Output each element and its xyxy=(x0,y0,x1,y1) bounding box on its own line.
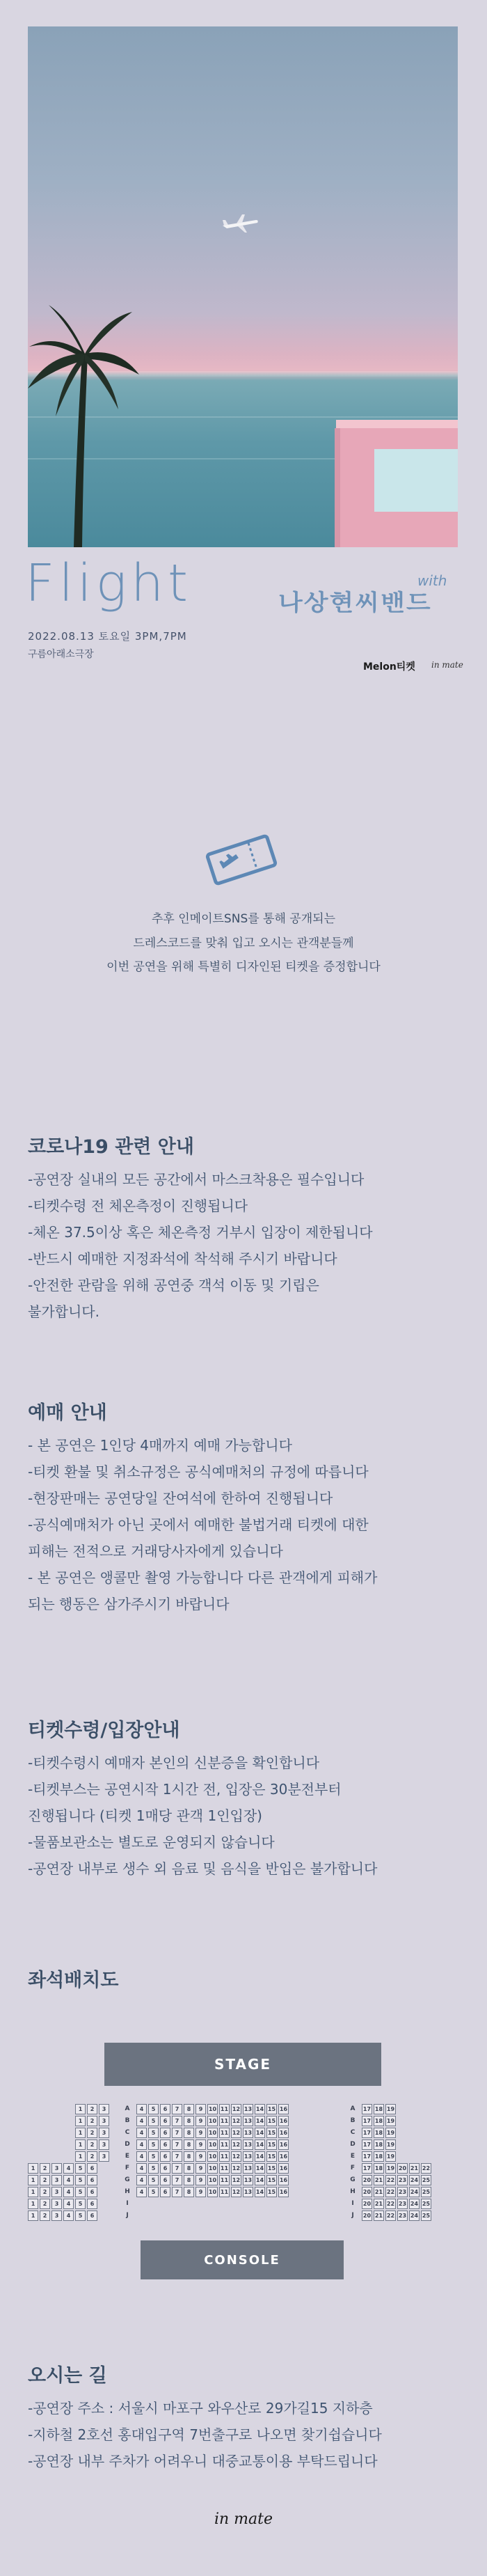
inmate-logo: in mate xyxy=(431,660,463,670)
seat[interactable]: 15 xyxy=(266,2187,277,2197)
seat[interactable]: 8 xyxy=(184,2139,194,2150)
seat[interactable]: 11 xyxy=(219,2116,230,2126)
seat[interactable]: 18 xyxy=(374,2151,384,2162)
seat[interactable]: 6 xyxy=(160,2116,170,2126)
seat[interactable]: 10 xyxy=(207,2187,218,2197)
covid-line: 불가합니다. xyxy=(28,1303,99,1320)
seat[interactable]: 6 xyxy=(87,2163,97,2174)
seat[interactable]: 4 xyxy=(136,2175,147,2185)
seat[interactable]: 22 xyxy=(421,2163,431,2174)
seat[interactable]: 13 xyxy=(243,2116,253,2126)
row-label: H xyxy=(125,2188,130,2195)
stage-block: STAGE xyxy=(104,2043,381,2086)
row-label: G xyxy=(350,2176,356,2183)
row-label: F xyxy=(350,2165,356,2171)
booking-line: - 본 공연은 앵콜만 촬영 가능합니다 다른 관객에게 피해가 xyxy=(28,1569,378,1586)
seat[interactable]: 15 xyxy=(266,2175,277,2185)
seat[interactable]: 10 xyxy=(207,2151,218,2162)
seat[interactable]: 2 xyxy=(40,2175,50,2185)
seat[interactable]: 7 xyxy=(172,2175,182,2185)
seat[interactable]: 1 xyxy=(75,2104,86,2114)
seat[interactable]: 6 xyxy=(160,2163,170,2174)
seat[interactable]: 23 xyxy=(397,2187,408,2197)
with-label: with xyxy=(417,572,447,589)
seat[interactable]: 17 xyxy=(362,2139,372,2150)
seat[interactable]: 14 xyxy=(255,2104,265,2114)
melon-ticket-logo: Melon티켓 xyxy=(363,661,415,673)
booking-line: -공식예매처가 아닌 곳에서 예매한 불법거래 티켓에 대한 xyxy=(28,1516,369,1533)
seat[interactable]: 8 xyxy=(184,2187,194,2197)
seat[interactable]: 6 xyxy=(160,2128,170,2138)
seat[interactable]: 5 xyxy=(75,2210,86,2221)
seat[interactable]: 2 xyxy=(87,2104,97,2114)
seat[interactable]: 10 xyxy=(207,2104,218,2114)
entry-line: 진행됩니다 (티켓 1매당 관객 1인입장) xyxy=(28,1807,262,1824)
seat[interactable]: 4 xyxy=(63,2175,74,2185)
seat[interactable]: 8 xyxy=(184,2151,194,2162)
seat[interactable]: 1 xyxy=(28,2187,38,2197)
seat[interactable]: 1 xyxy=(28,2175,38,2185)
seat[interactable]: 11 xyxy=(219,2163,230,2174)
seat[interactable]: 16 xyxy=(278,2104,289,2114)
covid-line: -안전한 관람을 위해 공연중 객석 이동 및 기립은 xyxy=(28,1277,319,1294)
seat[interactable]: 18 xyxy=(374,2163,384,2174)
seat[interactable]: 6 xyxy=(160,2187,170,2197)
seat[interactable]: 4 xyxy=(136,2139,147,2150)
seat[interactable]: 11 xyxy=(219,2175,230,2185)
row-label: A xyxy=(350,2105,356,2112)
row-label: I xyxy=(126,2200,129,2207)
booking-line: 피해는 전적으로 거래당사자에게 있습니다 xyxy=(28,1543,283,1560)
seat[interactable]: 18 xyxy=(374,2139,384,2150)
seat[interactable]: 7 xyxy=(172,2139,182,2150)
seat[interactable]: 6 xyxy=(160,2175,170,2185)
seat[interactable]: 10 xyxy=(207,2116,218,2126)
seat[interactable]: 5 xyxy=(148,2175,159,2185)
seat[interactable]: 20 xyxy=(362,2199,372,2209)
seat[interactable]: 23 xyxy=(397,2175,408,2185)
seat[interactable]: 15 xyxy=(266,2116,277,2126)
palm-tree-icon xyxy=(28,305,139,547)
seat[interactable]: 16 xyxy=(278,2116,289,2126)
seat[interactable]: 9 xyxy=(195,2175,206,2185)
seat[interactable]: 5 xyxy=(75,2175,86,2185)
seat[interactable]: 7 xyxy=(172,2116,182,2126)
console-block: CONSOLE xyxy=(141,2240,344,2279)
seat[interactable]: 7 xyxy=(172,2163,182,2174)
row-label: B xyxy=(350,2117,356,2124)
seat[interactable]: 14 xyxy=(255,2128,265,2138)
seat[interactable]: 24 xyxy=(409,2175,420,2185)
booking-line: -현장판매는 공연당일 잔여석에 한하여 진행됩니다 xyxy=(28,1490,333,1507)
seat[interactable]: 3 xyxy=(51,2187,62,2197)
seat[interactable]: 25 xyxy=(421,2210,431,2221)
seat[interactable]: 18 xyxy=(374,2104,384,2114)
seat[interactable]: 6 xyxy=(87,2187,97,2197)
inmate-footer-logo: in mate xyxy=(214,2511,273,2528)
seat[interactable]: 12 xyxy=(231,2116,241,2126)
seat[interactable]: 2 xyxy=(87,2139,97,2150)
seat[interactable]: 3 xyxy=(51,2210,62,2221)
row-label: E xyxy=(350,2153,356,2160)
seat[interactable]: 4 xyxy=(63,2199,74,2209)
seat[interactable]: 4 xyxy=(136,2116,147,2126)
seat[interactable]: 9 xyxy=(195,2151,206,2162)
seat[interactable]: 4 xyxy=(136,2187,147,2197)
seat[interactable]: 12 xyxy=(231,2163,241,2174)
seat[interactable]: 3 xyxy=(51,2199,62,2209)
directions-line: -지하철 2호선 홍대입구역 7번출구로 나오면 찾기쉽습니다 xyxy=(28,2426,382,2443)
seat[interactable]: 22 xyxy=(385,2210,396,2221)
seat[interactable]: 19 xyxy=(385,2139,396,2150)
seat[interactable]: 14 xyxy=(255,2163,265,2174)
seat[interactable]: 19 xyxy=(385,2163,396,2174)
seat[interactable]: 20 xyxy=(397,2163,408,2174)
seat[interactable]: 17 xyxy=(362,2128,372,2138)
seat[interactable]: 13 xyxy=(243,2139,253,2150)
seat[interactable]: 2 xyxy=(40,2163,50,2174)
seat[interactable]: 15 xyxy=(266,2163,277,2174)
venue-name: 구름아래소극장 xyxy=(28,649,94,660)
seat[interactable]: 24 xyxy=(409,2210,420,2221)
seat[interactable]: 2 xyxy=(87,2116,97,2126)
intro-line-2: 드레스코드를 맞춰 입고 오시는 관객분들께 xyxy=(133,936,354,950)
seat[interactable]: 18 xyxy=(374,2116,384,2126)
seat[interactable]: 4 xyxy=(136,2163,147,2174)
seat[interactable]: 9 xyxy=(195,2104,206,2114)
show-date: 2022.08.13 토요일 3PM,7PM xyxy=(28,630,187,643)
seat[interactable]: 25 xyxy=(421,2175,431,2185)
seat[interactable]: 19 xyxy=(385,2151,396,2162)
seat[interactable]: 13 xyxy=(243,2175,253,2185)
seat[interactable]: 2 xyxy=(87,2128,97,2138)
seat[interactable]: 11 xyxy=(219,2187,230,2197)
seat[interactable]: 3 xyxy=(99,2116,109,2126)
band-name: 나상현씨밴드 xyxy=(278,590,432,616)
seat[interactable]: 10 xyxy=(207,2128,218,2138)
seat[interactable]: 10 xyxy=(207,2175,218,2185)
row-label: C xyxy=(350,2129,356,2136)
seat[interactable]: 17 xyxy=(362,2104,372,2114)
booking-line: - 본 공연은 1인당 4매까지 예매 가능합니다 xyxy=(28,1437,292,1454)
intro-line-1: 추후 인메이트SNS를 통해 공개되는 xyxy=(152,912,335,926)
seat[interactable]: 19 xyxy=(385,2116,396,2126)
row-label: B xyxy=(125,2117,130,2124)
seat[interactable]: 19 xyxy=(385,2128,396,2138)
seat[interactable]: 5 xyxy=(75,2187,86,2197)
entry-line: -공연장 내부로 생수 외 음료 및 음식을 반입은 불가합니다 xyxy=(28,1860,378,1877)
seat[interactable]: 1 xyxy=(75,2151,86,2162)
seat[interactable]: 7 xyxy=(172,2104,182,2114)
seat[interactable]: 4 xyxy=(136,2128,147,2138)
seat[interactable]: 3 xyxy=(99,2139,109,2150)
seat[interactable]: 13 xyxy=(243,2128,253,2138)
seat[interactable]: 21 xyxy=(409,2163,420,2174)
seat[interactable]: 4 xyxy=(136,2104,147,2114)
seat[interactable]: 1 xyxy=(75,2128,86,2138)
seat[interactable]: 12 xyxy=(231,2104,241,2114)
poster-title: Flight xyxy=(25,553,193,613)
row-label: I xyxy=(351,2200,354,2207)
seat[interactable]: 9 xyxy=(195,2128,206,2138)
row-label: A xyxy=(125,2105,130,2112)
seat[interactable]: 12 xyxy=(231,2128,241,2138)
covid-line: -반드시 예매한 지정좌석에 착석해 주시기 바랍니다 xyxy=(28,1250,337,1267)
seat[interactable]: 16 xyxy=(278,2175,289,2185)
seat[interactable]: 17 xyxy=(362,2116,372,2126)
covid-title: 코로나19 관련 안내 xyxy=(28,1136,194,1158)
entry-title: 티켓수령/입장안내 xyxy=(28,1720,180,1741)
seat[interactable]: 15 xyxy=(266,2128,277,2138)
seat[interactable]: 7 xyxy=(172,2128,182,2138)
seat[interactable]: 7 xyxy=(172,2151,182,2162)
seat[interactable]: 5 xyxy=(148,2128,159,2138)
seat[interactable]: 6 xyxy=(160,2151,170,2162)
airplane-icon xyxy=(221,213,259,234)
seat[interactable]: 5 xyxy=(75,2199,86,2209)
seat[interactable]: 14 xyxy=(255,2116,265,2126)
seat[interactable]: 6 xyxy=(160,2104,170,2114)
seat[interactable]: 16 xyxy=(278,2128,289,2138)
seat[interactable]: 24 xyxy=(409,2187,420,2197)
seat[interactable]: 11 xyxy=(219,2139,230,2150)
seat[interactable]: 22 xyxy=(385,2199,396,2209)
seat[interactable]: 4 xyxy=(63,2187,74,2197)
seat[interactable]: 1 xyxy=(75,2139,86,2150)
seat[interactable]: 2 xyxy=(40,2187,50,2197)
row-label: H xyxy=(350,2188,356,2195)
seat[interactable]: 1 xyxy=(28,2210,38,2221)
seat[interactable]: 9 xyxy=(195,2116,206,2126)
seat[interactable]: 6 xyxy=(160,2139,170,2150)
seat[interactable]: 2 xyxy=(40,2210,50,2221)
seat[interactable]: 13 xyxy=(243,2187,253,2197)
seat[interactable]: 3 xyxy=(51,2175,62,2185)
seat[interactable]: 3 xyxy=(51,2163,62,2174)
seat[interactable]: 25 xyxy=(421,2187,431,2197)
row-label: D xyxy=(350,2141,356,2148)
seat[interactable]: 22 xyxy=(385,2187,396,2197)
seat[interactable]: 3 xyxy=(99,2151,109,2162)
seat[interactable]: 20 xyxy=(362,2210,372,2221)
seat[interactable]: 14 xyxy=(255,2151,265,2162)
seat[interactable]: 11 xyxy=(219,2151,230,2162)
seat[interactable]: 6 xyxy=(87,2199,97,2209)
seat[interactable]: 21 xyxy=(374,2175,384,2185)
row-label: E xyxy=(125,2153,130,2160)
seat[interactable]: 3 xyxy=(99,2104,109,2114)
seat[interactable]: 17 xyxy=(362,2151,372,2162)
seat[interactable]: 15 xyxy=(266,2151,277,2162)
seat[interactable]: 16 xyxy=(278,2139,289,2150)
seat[interactable]: 5 xyxy=(148,2139,159,2150)
seat[interactable]: 23 xyxy=(397,2199,408,2209)
seat[interactable]: 9 xyxy=(195,2163,206,2174)
seat[interactable]: 13 xyxy=(243,2104,253,2114)
seat[interactable]: 16 xyxy=(278,2151,289,2162)
seat[interactable]: 8 xyxy=(184,2128,194,2138)
seat[interactable]: 6 xyxy=(87,2210,97,2221)
seat[interactable]: 15 xyxy=(266,2139,277,2150)
seat[interactable]: 7 xyxy=(172,2187,182,2197)
seat[interactable]: 13 xyxy=(243,2163,253,2174)
directions-title: 오시는 길 xyxy=(28,2365,107,2387)
seat[interactable]: 15 xyxy=(266,2104,277,2114)
ticket-icon xyxy=(203,832,280,888)
directions-line: -공연장 내부 주차가 어려우니 대중교통이용 부탁드립니다 xyxy=(28,2453,378,2469)
covid-line: -공연장 실내의 모든 공간에서 마스크착용은 필수입니다 xyxy=(28,1171,365,1188)
seat[interactable]: 12 xyxy=(231,2175,241,2185)
seat[interactable]: 14 xyxy=(255,2139,265,2150)
seat[interactable]: 4 xyxy=(63,2163,74,2174)
seat[interactable]: 5 xyxy=(148,2163,159,2174)
seatmap-title: 좌석배치도 xyxy=(28,1970,119,1991)
seat[interactable]: 11 xyxy=(219,2128,230,2138)
booking-line: -티켓 환불 및 취소규정은 공식예매처의 규정에 따릅니다 xyxy=(28,1463,369,1480)
seat[interactable]: 1 xyxy=(28,2163,38,2174)
seat[interactable]: 8 xyxy=(184,2163,194,2174)
seat[interactable]: 6 xyxy=(87,2175,97,2185)
seat[interactable]: 5 xyxy=(75,2163,86,2174)
seat[interactable]: 21 xyxy=(374,2199,384,2209)
seat[interactable]: 2 xyxy=(87,2151,97,2162)
seat[interactable]: 14 xyxy=(255,2187,265,2197)
seat[interactable]: 5 xyxy=(148,2104,159,2114)
seat[interactable]: 5 xyxy=(148,2187,159,2197)
entry-line: -티켓부스는 공연시작 1시간 전, 입장은 30분전부터 xyxy=(28,1781,342,1798)
booking-line: 되는 행동은 삼가주시기 바랍니다 xyxy=(28,1596,230,1612)
directions-line: -공연장 주소 : 서울시 마포구 와우산로 29가길15 지하층 xyxy=(28,2400,373,2417)
seat[interactable]: 10 xyxy=(207,2163,218,2174)
seat[interactable]: 1 xyxy=(75,2116,86,2126)
row-label: F xyxy=(125,2165,130,2171)
seat[interactable]: 24 xyxy=(409,2199,420,2209)
entry-line: -물품보관소는 별도로 운영되지 않습니다 xyxy=(28,1834,275,1851)
covid-line: -체온 37.5이상 혹은 체온측정 거부시 입장이 제한됩니다 xyxy=(28,1224,373,1241)
pink-building xyxy=(336,420,458,547)
row-label: D xyxy=(125,2141,130,2148)
seat[interactable]: 16 xyxy=(278,2163,289,2174)
seat[interactable]: 12 xyxy=(231,2151,241,2162)
seat[interactable]: 9 xyxy=(195,2139,206,2150)
covid-line: -티켓수령 전 체온측정이 진행됩니다 xyxy=(28,1197,248,1214)
seat[interactable]: 21 xyxy=(374,2187,384,2197)
seat[interactable]: 13 xyxy=(243,2151,253,2162)
seat[interactable]: 12 xyxy=(231,2187,241,2197)
seat[interactable]: 16 xyxy=(278,2187,289,2197)
booking-title: 예매 안내 xyxy=(28,1402,107,1424)
seat[interactable]: 23 xyxy=(397,2210,408,2221)
seat[interactable]: 19 xyxy=(385,2104,396,2114)
seat[interactable]: 22 xyxy=(385,2175,396,2185)
seat[interactable]: 4 xyxy=(136,2151,147,2162)
row-label: J xyxy=(351,2212,354,2219)
row-label: J xyxy=(126,2212,129,2219)
intro-line-3: 이번 공연을 위해 특별히 디자인된 티켓을 증정합니다 xyxy=(106,960,381,974)
seat[interactable]: 12 xyxy=(231,2139,241,2150)
seat[interactable]: 20 xyxy=(362,2187,372,2197)
seat[interactable]: 18 xyxy=(374,2128,384,2138)
seat[interactable]: 8 xyxy=(184,2116,194,2126)
seat[interactable]: 8 xyxy=(184,2104,194,2114)
seat[interactable]: 10 xyxy=(207,2139,218,2150)
entry-line: -티켓수령시 예매자 본인의 신분증을 확인합니다 xyxy=(28,1754,320,1771)
seat[interactable]: 25 xyxy=(421,2199,431,2209)
row-label: G xyxy=(125,2176,130,2183)
seat[interactable]: 5 xyxy=(148,2151,159,2162)
seat[interactable]: 9 xyxy=(195,2187,206,2197)
seat[interactable]: 2 xyxy=(40,2199,50,2209)
seat[interactable]: 1 xyxy=(28,2199,38,2209)
seat[interactable]: 20 xyxy=(362,2175,372,2185)
seat[interactable]: 5 xyxy=(148,2116,159,2126)
row-label: C xyxy=(125,2129,130,2136)
seat[interactable]: 8 xyxy=(184,2175,194,2185)
poster-image xyxy=(28,26,458,547)
seat[interactable]: 3 xyxy=(99,2128,109,2138)
seat[interactable]: 14 xyxy=(255,2175,265,2185)
seat[interactable]: 21 xyxy=(374,2210,384,2221)
seat[interactable]: 17 xyxy=(362,2163,372,2174)
seat[interactable]: 11 xyxy=(219,2104,230,2114)
seat[interactable]: 4 xyxy=(63,2210,74,2221)
